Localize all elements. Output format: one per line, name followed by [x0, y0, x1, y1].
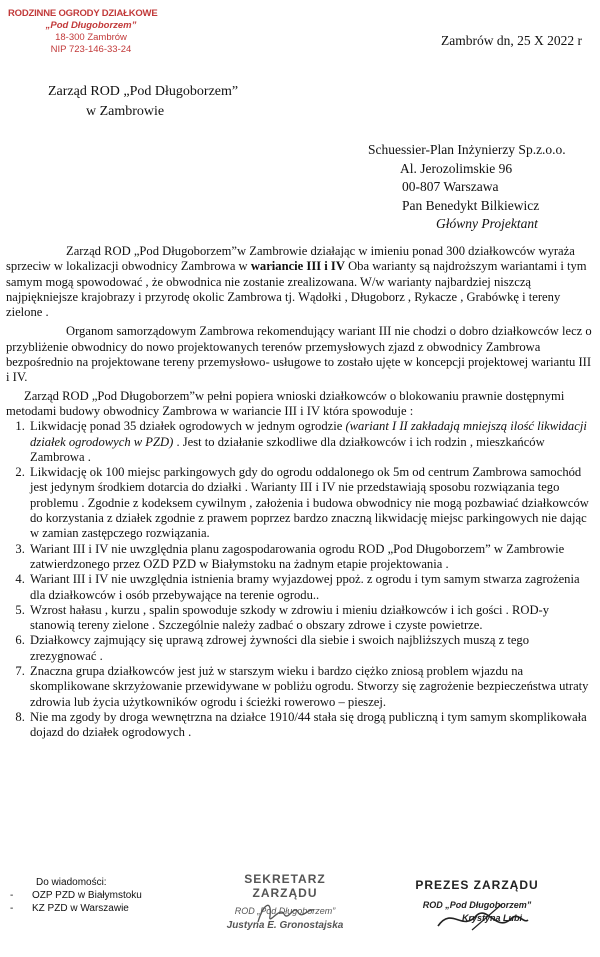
list-item: 6. Działkowcy zajmujący się uprawą zdrowej żywności dla siebie i swoich najbliższych muszą z tego zrezygnować . [28, 633, 592, 664]
cc-dash: - [10, 890, 14, 901]
recipient-role: Główny Projektant [436, 216, 538, 232]
list-item-text: . Jest to działanie szkodliwe dla działkowców i ich rodzin , mieszkańców Zambrowa . [30, 434, 545, 464]
list-item: 3. Wariant III i IV nie uwzględnia planu zagospodarowania ogrodu ROD „Pod Długoborzem” w Zambrowie zatwierdzonego przez OZD PZD w Białymstoku na żadnym etapie projektowania . [28, 542, 592, 573]
stamp-address: 18-300 Zambrów [55, 32, 127, 43]
organization-stamp [6, 8, 176, 56]
cc-dash: - [10, 903, 14, 914]
president-name: Krystyna Lubi [461, 913, 522, 923]
cc-item-2-text: KZ PZD w Warszawie [32, 903, 129, 914]
paragraph-3: Zarząd ROD „Pod Długoborzem”w pełni popiera wnioski działkowców o blokowaniu prawnie dostępnymi metodami budowy obwodnicy Zambrowa w wariancie III i IV która spowoduje : [6, 388, 565, 418]
stamp-nip: NIP 723-146-33-24 [50, 44, 132, 55]
recipient-company: Schuessier-Plan Inżynierzy Sp.z.o.o. [368, 142, 566, 157]
list-item: 2. Likwidację ok 100 miejsc parkingowych gdy do ogrodu oddalonego ok 5m od centrum Zambrowa samochód jest jedynym środkiem dotarcia do działki . Warianty III i IV nie przedstawiają sposobu rozwiązania tego problemu . Zgodnie z kodeksem cywilnym , założenia i budowa obwodnicy nie mogą pozbawiać działkowców do korzystania z działek zgodnie z prawem poprzez bardzo znaczną likwidację miejsc parkingowych nie dając w zamian zastępczego rozwiązania. [28, 465, 592, 541]
handwritten-signature-icon [432, 896, 532, 940]
list-item: 8. Nie ma zgody by droga wewnętrzna na działce 1910/44 stała się drogą publiczną i tym samym skomplikowała dojazd do działek ogrodowych . [28, 710, 592, 741]
secretary-title: SEKRETARZ ZARZĄDU [244, 872, 326, 900]
list-item [28, 419, 592, 465]
secretary-name: Justyna E. Gronostajska [226, 920, 344, 931]
president-rod: ROD „Pod Długoborzem” [422, 900, 532, 910]
paragraph-2: Organom samorządowym Zambrowa rekomendujący wariant III nie chodzi o dobro działkowców lecz o przybliżenie obwodnicy do nowo projektowanych terenów przemysłowych zjazd z obwodnicy Zambrowa bezpośrednio na projektowane tereny przemysłowo- usługowe to zostało ujęte w koncepcji projektowej wariantu III i IV. [6, 324, 592, 385]
recipient-block [368, 141, 566, 234]
cc-block [10, 876, 142, 915]
cc-item-1-text: OZP PZD w Białymstoku [32, 890, 142, 901]
stamp-garden-name: „Pod Długoborzem” [45, 20, 137, 31]
letter-date: Zambrów dn, 25 X 2022 r [441, 33, 582, 48]
recipient-street: Al. Jerozolimskie 96 [400, 160, 513, 176]
cc-item-1 [10, 889, 142, 902]
secretary-rod: ROD „Pod Długoborzem” [234, 906, 336, 916]
cc-item-2 [10, 902, 142, 915]
list-item: 7. Znaczna grupa działkowców jest już w starszym wieku i bardzo ciężko zniosą problem wjazdu na skomplikowane skrzyżowanie przewidywane w pobliżu ogrodu. Stworzy się zagrożenie bezpieczeństwa utraty zdrowia lub życia użytkowników ogrodu i ścieżki rowerowo – pieszej. [28, 664, 592, 710]
letter-body [6, 244, 592, 741]
secretary-signature-stamp [210, 872, 360, 931]
paragraph-1 [6, 244, 592, 320]
recipient-city: 00-807 Warszawa [402, 179, 499, 195]
list-item-italic: (wariant I II zakładają mniejszą ilość likwidacji działek ogrodowych w PZD) [30, 419, 587, 449]
list-item-text: Likwidację ponad 35 działek ogrodowych w jednym ogrodzie [30, 419, 346, 434]
president-signature-stamp [402, 878, 552, 923]
president-title: PREZES ZARZĄDU [415, 878, 539, 892]
paragraph-1-text-a: Zarząd ROD „Pod Długoborzem”w Zambrowie działając w imieniu ponad 300 działkowców wyraża sprzeciw w lokalizacji obwodnicy Zambrowa w [6, 244, 575, 274]
sender-line-2: w Zambrowie [86, 104, 165, 119]
paragraph-1-text-b: Oba warianty są najdroższym wariantami i tym samym mogą spowodować , że obwodnica nie zostanie zrealizowana. W/w warianty najbardziej niszczą najpiękniejsze krajobrazy i przyrodę okolic Zambrowa tj. Wądołki , Długoborz , Rykacze , Grabówkę i tereny zielone . [6, 259, 587, 320]
cc-title: Do wiadomości: [36, 877, 107, 888]
sender-block [48, 82, 238, 122]
objections-list [6, 419, 592, 740]
stamp-org-name: RODZINNE OGRODY DZIAŁKOWE [8, 8, 158, 19]
recipient-person: Pan Benedykt Bilkiewicz [402, 197, 540, 213]
paragraph-1-bold: wariancie III i IV [250, 259, 345, 274]
list-item: 5. Wzrost hałasu , kurzu , spalin spowoduje szkody w zdrowiu i mieniu działkowców i ich gości . ROD-y stanowią tereny zielone . Szczególnie należy zadbać o obszary zdrowe i czyste powietrze. [28, 603, 592, 634]
sender-line-1: Zarząd ROD „Pod Długoborzem” [48, 84, 239, 99]
list-item: 4. Wariant III i IV nie uwzględnia istnienia bramy wyjazdowej ppoż. z ogrodu i tym samym stwarza zagrożenia dla działkowców i osób przebywające na terenie ogrodu.. [28, 572, 592, 603]
handwritten-signature-icon [250, 896, 320, 930]
